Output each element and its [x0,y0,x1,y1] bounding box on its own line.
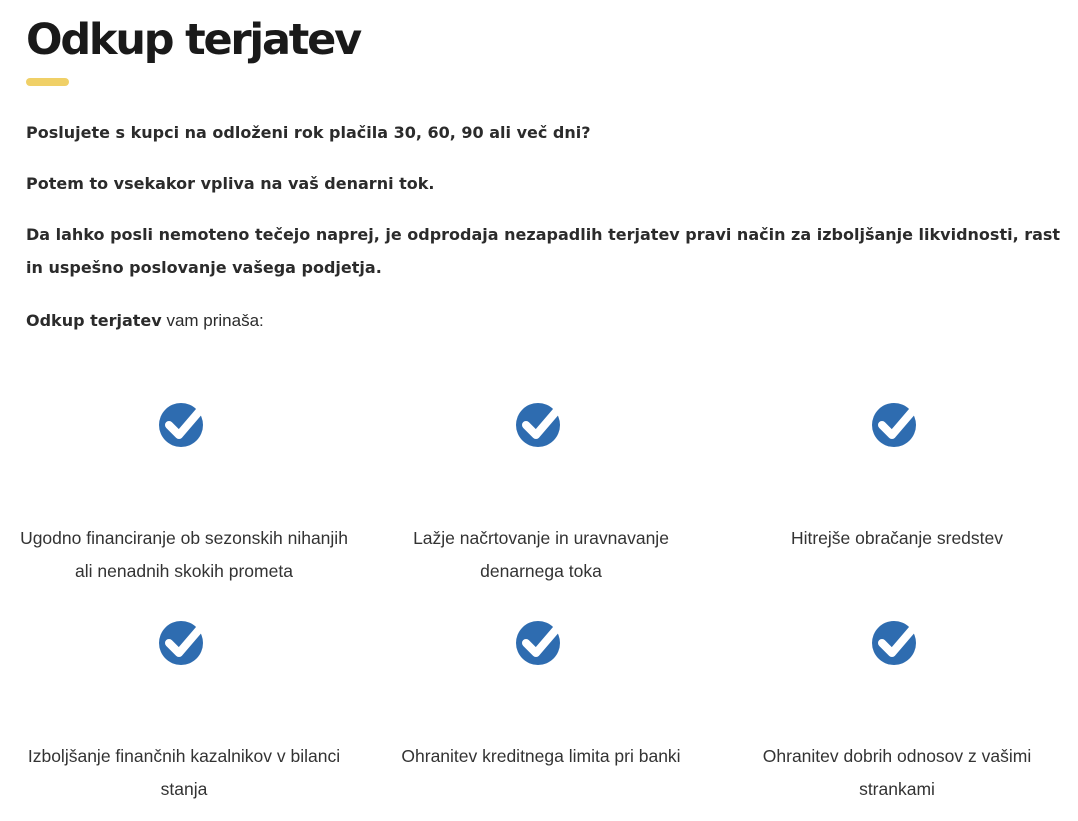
benefit-item [727,402,1067,548]
check-circle-icon [872,402,922,448]
benefit-item [14,620,354,799]
check-circle-icon [872,620,922,666]
page-title: Odkup terjatev [26,15,360,65]
benefit-item [14,402,354,581]
benefit-item [727,620,1067,799]
benefits-intro-strong: Odkup terjatev [26,311,162,330]
benefits-intro-rest: vam prinaša: [161,311,264,330]
title-underline [26,78,69,86]
check-circle-icon [516,620,566,666]
intro-paragraph-2: Potem to vsekakor vpliva na vaš denarni tok. [26,174,435,193]
intro-paragraph-3: Da lahko posli nemoteno tečejo naprej, je odprodaja nezapadlih terjatev pravi način za izboljšanje likvidnosti, rast in uspešno poslovanje vašega podjetja. [26,225,1061,277]
benefit-text: Lažje načrtovanje in uravnavanje denarnega toka [413,528,669,581]
benefit-item [371,402,711,581]
benefit-text: Ohranitev kreditnega limita pri banki [401,746,681,766]
benefit-item [371,620,711,766]
benefit-text: Ugodno financiranje ob sezonskih nihanjih ali nenadnih skokih prometa [20,528,348,581]
benefit-text: Ohranitev dobrih odnosov z vašimi strankami [762,746,1032,799]
check-circle-icon [159,620,209,666]
benefit-text: Izboljšanje finančnih kazalnikov v bilanci stanja [27,746,341,799]
check-circle-icon [516,402,566,448]
benefits-intro [26,304,1066,337]
check-circle-icon [159,402,209,448]
benefit-text: Hitrejše obračanje sredstev [790,528,1004,548]
intro-paragraph-1: Poslujete s kupci na odloženi rok plačila 30, 60, 90 ali več dni? [26,123,591,142]
